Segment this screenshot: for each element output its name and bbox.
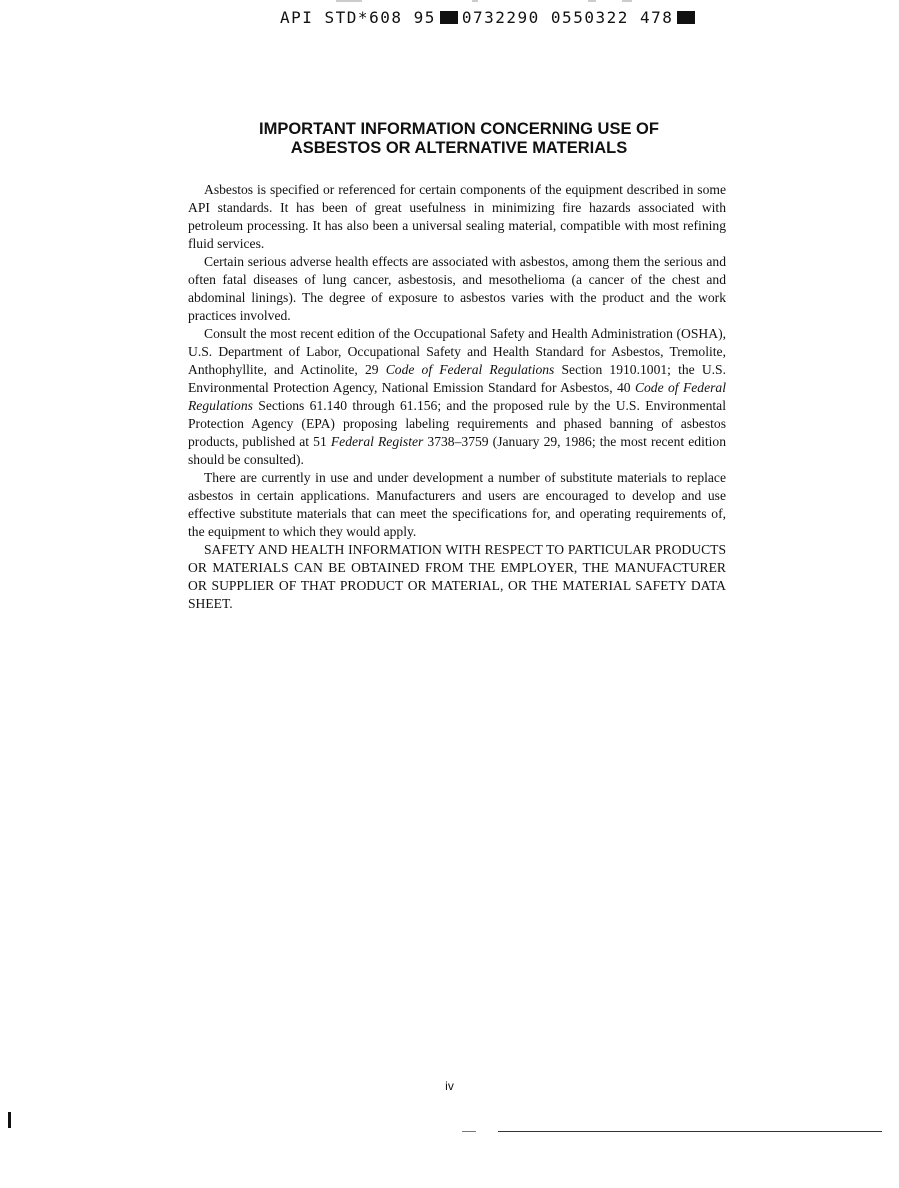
paragraph-safety-notice: SAFETY AND HEALTH INFORMATION WITH RESPECT TO PARTICULAR PRODUCTS OR MATERIALS CAN BE OBTAINED FROM THE EMPLOYER, THE MANUFACTURER OR SUPPLIER OF THAT PRODUCT OR MATERIAL, OR THE MATERIAL SAFETY DATA SHEET. — [188, 542, 726, 611]
paragraph-substitute-materials: There are currently in use and under development a number of substitute materials to replace asbestos in certain applications. Manufacturers and users are encouraged to develop and use effective substitute materials that can meet the specifications for, and operating requirements of, the equipment to which they would apply. — [188, 470, 726, 539]
title-line-1: IMPORTANT INFORMATION CONCERNING USE OF — [259, 120, 659, 138]
regulations-citation-federal-register: Federal Register — [330, 434, 424, 449]
document-body — [188, 181, 726, 613]
scan-edge-marks — [0, 0, 899, 4]
footer-dash — [462, 1131, 476, 1132]
barcode-block-2 — [677, 11, 695, 24]
page-number: iv — [445, 1079, 454, 1093]
footer-rule — [498, 1131, 882, 1132]
paragraph-regulations — [188, 325, 726, 469]
scan-margin-mark — [8, 1112, 11, 1128]
document-control-code — [280, 8, 699, 27]
regulations-citation-cfr-1: Code of Federal Regulations — [385, 362, 555, 377]
control-code-part1: API STD*608 95 — [280, 8, 436, 27]
barcode-block-1 — [440, 11, 458, 24]
page-title — [190, 120, 728, 158]
paragraph-health-effects: Certain serious adverse health effects are associated with asbestos, among them the serious and often fatal diseases of lung cancer, asbestosis, and mesothelioma (a cancer of the chest and abdominal linings). The degree of exposure to asbestos varies with the product and the work practices involved. — [188, 254, 726, 323]
title-line-2: ASBESTOS OR ALTERNATIVE MATERIALS — [290, 139, 628, 157]
regulations-text-g: 3738–3759 (January 29, 1986; the most recent edition should be consulted). — [188, 434, 727, 467]
regulations-text-c: Section 1910.1001; the U.S. Environmental Protection Agency, National Emission Standard for Asbestos, 40 — [188, 362, 727, 395]
control-code-part2: 0732290 0550322 478 — [461, 8, 674, 27]
regulations-text-e: Sections 61.140 through 61.156; and the proposed rule by the U.S. Environmental Protection Agency (EPA) proposing labeling requirements and phased banning of asbestos products, published at 51 — [188, 398, 726, 449]
regulations-text-a: Consult the most recent edition of the Occupational Safety and Health Administration (OSHA), U.S. Department of Labor, Occupational Safety and Health Standard for Asbestos, Tremolite, Anthophyllite, and Actinolite, 29 — [188, 326, 726, 377]
paragraph-asbestos-usage: Asbestos is specified or referenced for certain components of the equipment described in some API standards. It has been of great usefulness in minimizing fire hazards associated with petroleum processing. It has also been a universal sealing material, compatible with most refining fluid services. — [188, 182, 726, 251]
regulations-citation-cfr-2: Code of Federal Regulations — [188, 380, 726, 413]
